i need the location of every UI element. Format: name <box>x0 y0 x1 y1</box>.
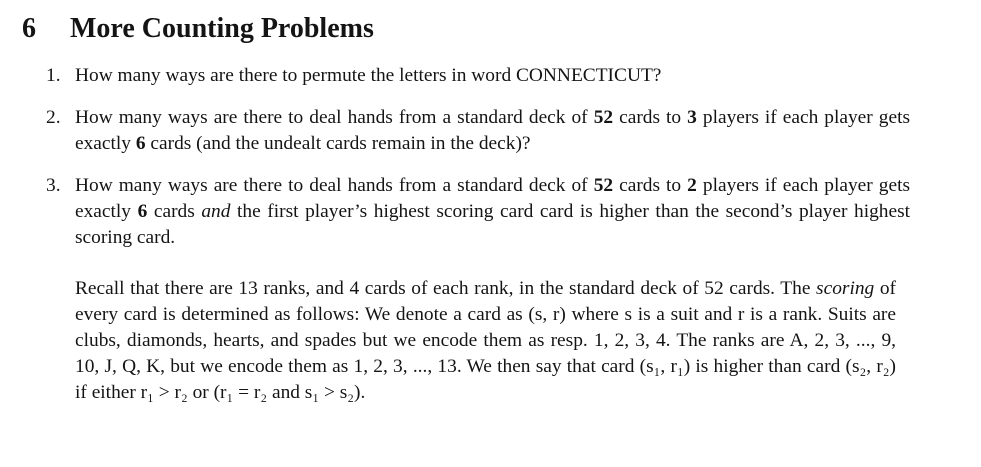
section-title: More Counting Problems <box>70 13 374 44</box>
problem-3 <box>40 173 910 251</box>
problem-text-part: cards to <box>619 107 682 128</box>
problem-number: 2. <box>46 107 61 128</box>
problem-text-part: cards to <box>619 175 682 196</box>
problem-number: 1. <box>46 65 61 86</box>
problem-text-part: cards <box>153 201 195 222</box>
problem-text-part: How many ways are there to permute the letters in word CONNECTICUT? <box>75 65 662 86</box>
section-number: 6 <box>22 13 36 44</box>
problem-text-part: cards (and the undealt cards remain in the deck)? <box>150 133 531 154</box>
problem-text <box>75 105 910 157</box>
player-count: 3 <box>687 107 697 128</box>
section-heading <box>22 12 374 46</box>
note-text: of every card is determined as follows: We denote a card as (s, r) where s is a suit and r is a rank. Suits are clubs, diamonds, hearts, and spades but we encode them as resp. 1, 2, 3, 4. The ranks are A, 2, 3, ..., 9, 10, J, Q, K, but we encode them as 1, 2, 3, ..., 13. We then say that card (s₁, r₁) is higher than card (s₂, r₂) if either r₁ > r₂ or (r₁ = r₂ and s₁ > s₂). <box>75 278 896 403</box>
problem-number: 3. <box>46 175 61 196</box>
cards-per-player: 6 <box>135 133 146 154</box>
problem-text-part: players if each player gets exactly <box>75 107 911 154</box>
deck-size: 52 <box>593 107 614 128</box>
problem-text-part: How many ways are there to deal hands from a standard deck of <box>75 175 588 196</box>
scoring-note <box>75 276 896 406</box>
problem-list <box>40 63 910 267</box>
problem-2 <box>40 105 910 157</box>
note-text: Recall that there are 13 ranks, and 4 cards of each rank, in the standard deck of 52 cards. The <box>75 278 811 299</box>
problem-text <box>75 63 910 89</box>
cards-per-player: 6 <box>137 201 148 222</box>
player-count: 2 <box>687 175 697 196</box>
problem-text <box>75 173 910 251</box>
emphasis-and: and <box>201 201 231 222</box>
problem-1 <box>40 63 910 89</box>
deck-size: 52 <box>593 175 614 196</box>
problem-text-part: How many ways are there to deal hands from a standard deck of <box>75 107 588 128</box>
problem-text-part: the first player’s highest scoring card card is higher than the second’s player highest scoring card. <box>75 201 911 248</box>
problem-text-part: players if each player gets exactly <box>75 175 911 222</box>
emphasis-scoring: scoring <box>816 278 875 299</box>
